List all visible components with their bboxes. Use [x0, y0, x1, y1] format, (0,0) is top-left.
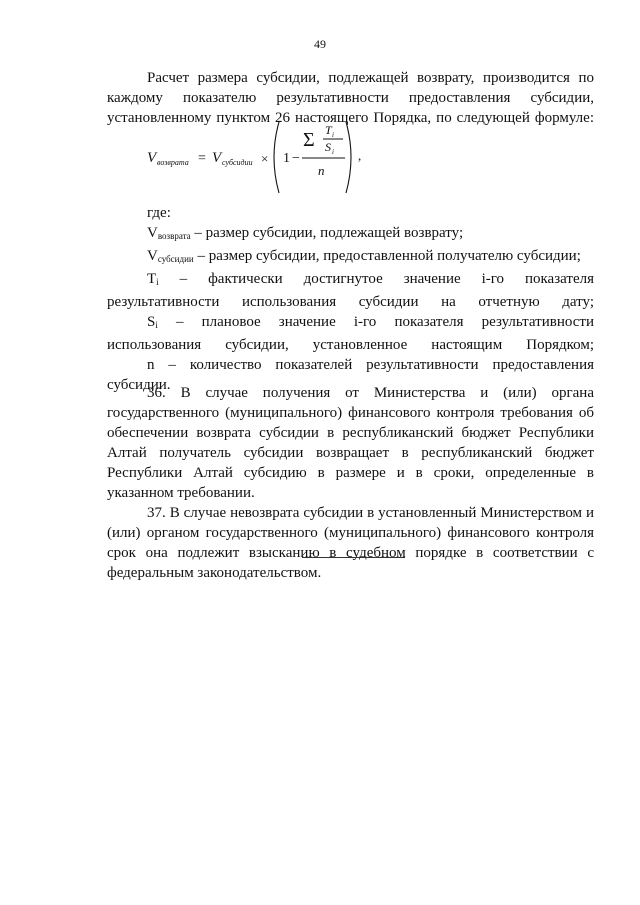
clause-36 [107, 383, 594, 503]
formula-equals: = [198, 151, 206, 166]
formula-v-subsidy: V [212, 150, 222, 166]
left-paren [274, 122, 279, 193]
intro-line-1: Расчет размера субсидии, подлежащей возврату, производится по [147, 70, 594, 86]
formula-sub-return: возврата [157, 158, 189, 167]
def-t-line-1: $T_i$ – фактически достигнутое значение i-го показателя [147, 271, 594, 287]
formula-t: T [325, 123, 332, 137]
formula-v-return: V [147, 150, 157, 166]
definitions-block [107, 203, 594, 395]
end-separator-line [302, 557, 405, 558]
clause-36-line-2: государственного (муниципального) финансового контроля требования об [107, 405, 594, 421]
intro-line-2: каждому показателю результативности предоставления субсидии, [107, 90, 594, 106]
clause-36-line-5: Республики Алтай субсидию в размере и в сроки, определенные в [107, 465, 594, 481]
def-n-line-2: субсидии. [107, 377, 171, 393]
formula-n: n [318, 163, 325, 178]
def-s-line-2: использования субсидии, установленное настоящим Порядком; [107, 337, 594, 353]
def-s-line-1: $S_i$ – плановое значение i-го показателя результативности [147, 314, 594, 330]
formula-t-index: i [332, 131, 334, 139]
clause-36-line-6: указанном требовании. [107, 485, 255, 501]
formula-comma: , [358, 148, 362, 163]
right-paren [346, 122, 351, 193]
formula-minus: − [292, 151, 300, 166]
def-v-return: $V_{возврата}$ – размер субсидии, подлежащей возврату; [147, 225, 464, 241]
clause-37-line-2: (или) органом государственного (муниципального) финансового контроля [107, 525, 594, 541]
clause-37 [107, 503, 594, 583]
def-v-subsidy: $V_{субсидии}$ – размер субсидии, предоставленной получателю субсидии; [147, 248, 581, 264]
clause-37-line-1: 37. В случае невозврата субсидии в установленный Министерством и [147, 505, 594, 521]
clause-36-line-4: Алтай получатель субсидии возвращает в республиканский бюджет [107, 445, 594, 461]
formula-sum: Σ [303, 129, 315, 151]
page-number: 49 [314, 37, 326, 51]
clause-37-line-4: федеральным законодательством. [107, 565, 322, 581]
formula-s-index: i [332, 148, 334, 156]
formula-times: × [261, 151, 269, 166]
formula-sub-subsidy: субсидии [222, 158, 253, 167]
clause-36-line-3: обеспечении возврата субсидии в республиканский бюджет Республики [107, 425, 594, 441]
formula-one: 1 [283, 151, 290, 166]
def-n-line-1: n – количество показателей результативности предоставления [147, 357, 594, 373]
return-formula [145, 118, 405, 196]
where-label: где: [147, 205, 171, 221]
clause-37-line-3: срок она подлежит взысканию в судебном порядке в соответствии с [107, 545, 594, 561]
formula-s: S [325, 140, 331, 154]
intro-line-3: установленному пунктом 26 настоящего Порядка, по следующей формуле: [107, 110, 594, 126]
clause-36-line-1: 36. В случае получения от Министерства и (или) органа [147, 385, 594, 401]
def-t-line-2: результативности использования субсидии на отчетную дату; [107, 294, 594, 310]
